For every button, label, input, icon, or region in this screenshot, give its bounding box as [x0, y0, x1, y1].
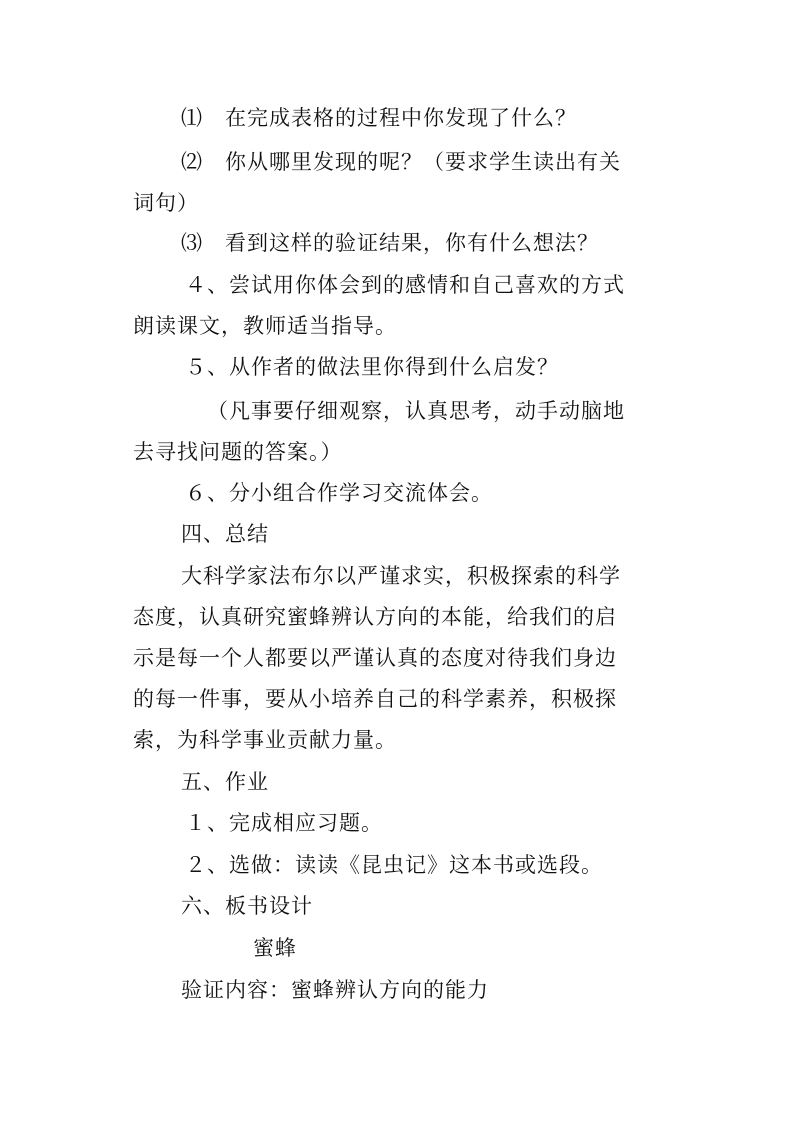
step-5-answer: （凡事要仔细观察，认真思考，动手动脑地	[207, 399, 625, 423]
board-title: 蜜蜂	[253, 936, 297, 960]
summary-paragraph-line-5: 索，为科学事业贡献力量。	[133, 728, 397, 752]
section-heading-summary: 四、总结	[181, 522, 269, 546]
question-2-continued: 词句）	[133, 191, 199, 215]
summary-paragraph-line-3: 示是每一个人都要以严谨认真的态度对待我们身边	[133, 646, 617, 670]
summary-paragraph-line-4: 的每一件事，要从小培养自己的科学素养，积极探	[133, 687, 617, 711]
question-1: ⑴ 在完成表格的过程中你发现了什么？	[181, 106, 577, 130]
section-heading-board-design: 六、板书设计	[181, 894, 313, 918]
question-3: ⑶ 看到这样的验证结果，你有什么想法？	[181, 231, 599, 255]
summary-paragraph-line-2: 态度，认真研究蜜蜂辨认方向的本能，给我们的启	[133, 605, 617, 629]
summary-paragraph-line-1: 大科学家法布尔以严谨求实，积极探索的科学	[181, 564, 621, 588]
step-5: ５、从作者的做法里你得到什么启发？	[185, 355, 559, 379]
step-5-answer-continued: 去寻找问题的答案。）	[133, 440, 343, 464]
section-heading-homework: 五、作业	[181, 770, 269, 794]
homework-item-1: １、完成相应习题。	[185, 811, 383, 835]
homework-item-2: ２、选做：读读《昆虫记》这本书或选段。	[185, 853, 603, 877]
step-6: ６、分小组合作学习交流体会。	[185, 481, 493, 505]
step-4: ４、尝试用你体会到的感情和自己喜欢的方式	[185, 273, 625, 297]
board-verification-content: 验证内容：蜜蜂辨认方向的能力	[181, 978, 489, 1002]
question-2: ⑵ 你从哪里发现的呢？（要求学生读出有关	[181, 150, 621, 174]
step-4-continued: 朗读课文，教师适当指导。	[133, 314, 397, 338]
